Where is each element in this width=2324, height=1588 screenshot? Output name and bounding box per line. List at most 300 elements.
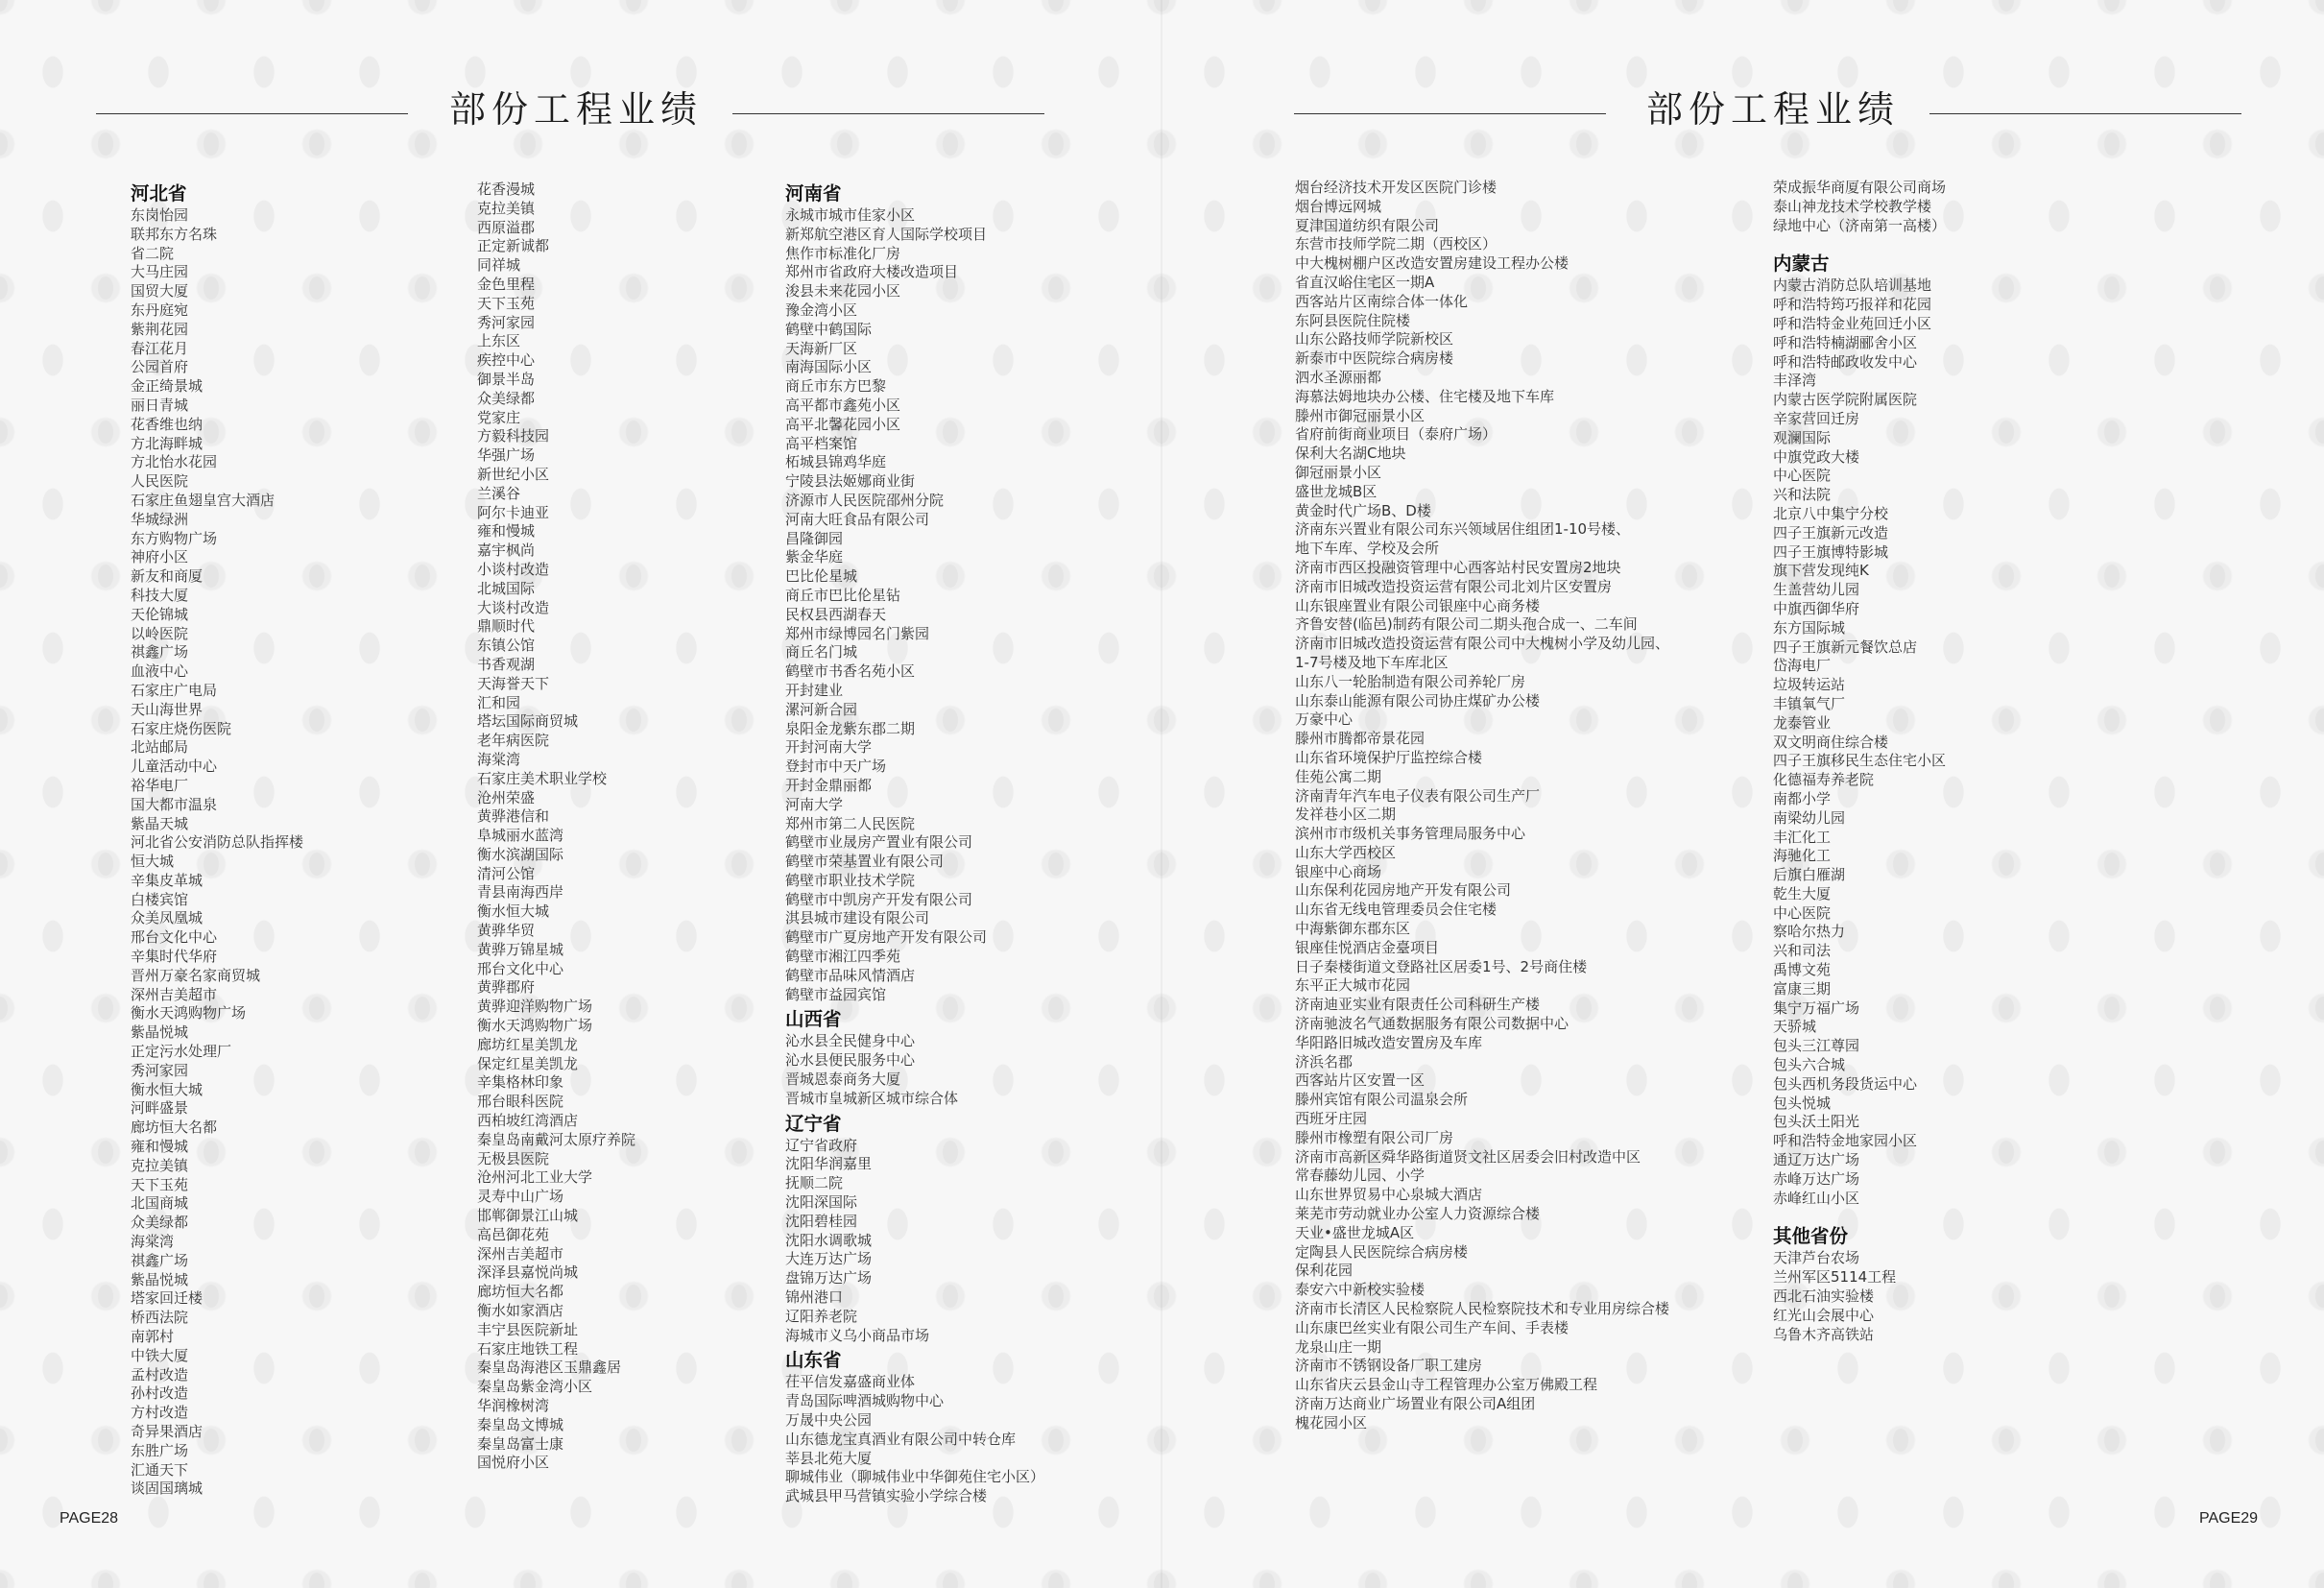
spacer (1773, 1208, 1946, 1221)
project-column-2 (477, 180, 635, 1473)
project-item: 禹博文苑 (1773, 961, 1832, 979)
project-item: 山东八一轮胎制造有限公司养轮厂房 (1295, 672, 1526, 690)
right-page (1162, 0, 2324, 1588)
project-item: 济南市不锈钢设备厂职工建房 (1295, 1357, 1483, 1375)
project-item: 济南市旧城改造投资运营有限公司中大槐树小学及幼儿园、 (1295, 635, 1670, 653)
project-item: 鹤壁市书香名苑小区 (785, 662, 916, 681)
project-item: 沧州河北工业大学 (477, 1168, 593, 1187)
project-item: 茌平信发嘉盛商业体 (785, 1373, 916, 1391)
project-column-3 (785, 179, 1044, 1506)
project-item: 山东德龙宝真酒业有限公司中转仓库 (785, 1430, 1017, 1448)
project-item: 鹤壁中鹤国际 (785, 320, 873, 338)
project-item: 齐鲁安替(临邑)制药有限公司二期头孢合成一、二车间 (1295, 615, 1638, 634)
project-item: 龙泉山庄一期 (1295, 1337, 1382, 1356)
project-item: 以岭医院 (131, 624, 189, 642)
project-item: 深州吉美超市 (477, 1244, 564, 1263)
project-item: 天海誉天下 (477, 674, 550, 692)
project-item: 衡水恒大城 (131, 1080, 204, 1098)
project-item: 深州吉美超市 (131, 985, 218, 1003)
project-item: 北城国际 (477, 579, 536, 597)
project-item: 济南市旧城改造投资运营有限公司北刘片区安置房 (1295, 577, 1613, 595)
project-column-1 (1295, 179, 1669, 1433)
project-item: 内蒙古消防总队培训基地 (1773, 277, 1932, 295)
project-item: 滕州市腾都帝景花园 (1295, 730, 1426, 748)
project-item: 鹤壁市荣基置业有限公司 (785, 853, 945, 871)
project-item: 浚县未来花园小区 (785, 282, 901, 301)
province-heading: 河北省 (131, 182, 187, 205)
project-item: 山东康巴丝实业有限公司生产车间、手表楼 (1295, 1318, 1569, 1336)
project-item: 丽日青城 (131, 396, 189, 414)
project-item: 济源市人民医院邵州分院 (785, 491, 945, 509)
project-item: 海棠湾 (131, 1233, 175, 1251)
project-item: 国大都市温泉 (131, 795, 218, 813)
project-item: 旗下营发现纯K (1773, 562, 1869, 580)
project-item: 沁水县便民服务中心 (785, 1051, 916, 1070)
project-item: 孟村改造 (131, 1365, 189, 1383)
project-column-2 (1773, 179, 1946, 1344)
project-item: 塔家回迁楼 (131, 1289, 204, 1308)
project-item: 四子王旗新元改造 (1773, 523, 1889, 541)
project-item: 山东大学西校区 (1295, 843, 1397, 861)
project-item: 山东省环境保护厅监控综合楼 (1295, 748, 1483, 766)
project-item: 焦作市标准化厂房 (785, 244, 901, 262)
project-item: 省二院 (131, 244, 175, 262)
project-item: 槐花园小区 (1295, 1413, 1368, 1432)
project-item: 淇县城市建设有限公司 (785, 909, 930, 927)
project-item: 天海新厂区 (785, 339, 858, 357)
project-item: 衡水如家酒店 (477, 1302, 564, 1320)
project-item: 济南市西区投融资管理中心西客站村民安置房2地块 (1295, 558, 1621, 576)
project-item: 四子王旗新元餐饮总店 (1773, 638, 1918, 656)
project-item: 聊城伟业（聊城伟业中华御苑住宅小区） (785, 1468, 1045, 1486)
project-item: 呼和浩特筠巧报祥和花园 (1773, 296, 1932, 314)
project-item: 保利大名湖C地块 (1295, 445, 1406, 463)
project-item: 济南青年汽车电子仪表有限公司生产厂 (1295, 786, 1541, 805)
project-item: 华阳路旧城改造安置房及车库 (1295, 1033, 1483, 1051)
project-item: 济南市长清区人民检察院人民检察院技术和专业用房综合楼 (1295, 1300, 1670, 1318)
project-item: 抚顺二院 (785, 1174, 844, 1192)
project-item: 秀河家园 (477, 313, 536, 331)
project-item: 上东区 (477, 332, 521, 350)
project-item: 神府小区 (131, 548, 189, 566)
project-item: 深泽县嘉悦尚城 (477, 1263, 579, 1282)
project-item: 地下车库、学校及会所 (1295, 540, 1440, 558)
project-item: 国贸大厦 (131, 282, 189, 301)
project-item: 黄骅迎洋购物广场 (477, 998, 593, 1016)
project-item: 石家庄烧伤医院 (131, 719, 232, 737)
project-item: 奇异果酒店 (131, 1423, 204, 1440)
project-item: 鹤壁市广夏房地产开发有限公司 (785, 928, 988, 947)
project-item: 红光山会展中心 (1773, 1306, 1875, 1324)
project-item: 秦皇岛南戴河太原疗养院 (477, 1130, 636, 1148)
project-item: 滕州市橡塑有限公司厂房 (1295, 1128, 1454, 1146)
province-heading: 内蒙古 (1773, 253, 1830, 276)
project-item: 儿童活动中心 (131, 758, 218, 776)
project-item: 中铁大厦 (131, 1346, 189, 1364)
project-item: 人民医院 (131, 472, 189, 491)
project-item: 山东银座置业有限公司银座中心商务楼 (1295, 596, 1541, 614)
project-item: 鹤壁市湘江四季苑 (785, 948, 901, 966)
project-item: 后旗白雁湖 (1773, 866, 1846, 884)
project-item: 天伦锦城 (131, 605, 189, 623)
project-item: 裕华电厂 (131, 776, 189, 794)
project-item: 兰州军区5114工程 (1773, 1268, 1897, 1287)
project-item: 石家庄美术职业学校 (477, 769, 608, 787)
spacer (1773, 235, 1946, 249)
project-item: 衡水天鸿购物广场 (477, 1017, 593, 1035)
project-item: 赤峰万达广场 (1773, 1169, 1860, 1188)
project-item: 大谈村改造 (477, 598, 550, 616)
project-item: 集宁万福广场 (1773, 999, 1860, 1017)
project-item: 新世纪小区 (477, 465, 550, 483)
project-item: 南都小学 (1773, 789, 1832, 807)
project-item: 黄金时代广场B、D楼 (1295, 501, 1431, 519)
project-item: 黄骅华贸 (477, 922, 536, 940)
project-item: 西客站片区南综合体一体化 (1295, 292, 1469, 310)
project-item: 汇通天下 (131, 1460, 189, 1479)
project-item: 大马庄园 (131, 263, 189, 281)
project-item: 盛世龙城B区 (1295, 482, 1378, 500)
project-item: 日子秦楼街道文登路社区居委1号、2号商住楼 (1295, 957, 1588, 975)
project-item: 党家庄 (477, 408, 521, 426)
project-item: 包头沃土阳光 (1773, 1113, 1860, 1131)
project-item: 商丘市东方巴黎 (785, 377, 887, 396)
project-item: 济南东兴置业有限公司东兴领域居住组团1-10号楼、 (1295, 520, 1631, 539)
project-item: 鹤壁市益园宾馆 (785, 985, 887, 1003)
project-item: 东岗怡园 (131, 206, 189, 224)
province-heading: 其他省份 (1773, 1225, 1849, 1248)
project-item: 包头六合城 (1773, 1056, 1846, 1074)
project-item: 济南万达商业广场置业有限公司A组团 (1295, 1395, 1536, 1412)
project-item: 开封建业 (785, 681, 844, 699)
project-item: 鹤壁市职业技术学院 (785, 871, 916, 889)
project-item: 发祥巷小区二期 (1295, 806, 1397, 824)
project-item: 乾生大厦 (1773, 884, 1832, 902)
project-item: 商丘市巴比伦星钻 (785, 586, 901, 604)
project-item: 科技大厦 (131, 586, 189, 604)
project-item: 衡水天鸿购物广场 (131, 1004, 247, 1023)
project-item: 众美绿都 (477, 389, 536, 407)
project-item: 双文明商住综合楼 (1773, 733, 1889, 751)
project-item: 沧州荣盛 (477, 788, 536, 806)
project-item: 鹤壁市业晟房产置业有限公司 (785, 833, 973, 852)
project-item: 河南大旺食品有限公司 (785, 510, 930, 528)
project-item: 廊坊红星美凯龙 (477, 1035, 579, 1053)
project-item: 新友和商厦 (131, 567, 204, 586)
project-item: 东阿县医院住院楼 (1295, 311, 1411, 329)
project-item: 海驰化工 (1773, 847, 1832, 865)
project-item: 辛集格林印象 (477, 1073, 564, 1092)
project-item: 包头西机务段货运中心 (1773, 1074, 1918, 1093)
project-item: 山东泰山能源有限公司协庄煤矿办公楼 (1295, 691, 1541, 710)
project-item: 秦皇岛紫金湾小区 (477, 1378, 593, 1396)
project-item: 武城县甲马营镇实验小学综合楼 (785, 1487, 988, 1505)
project-item: 方毅科技园 (477, 427, 550, 445)
project-item: 东胜广场 (131, 1441, 189, 1459)
project-item: 孙村改造 (131, 1384, 189, 1403)
project-item: 公园首府 (131, 358, 189, 376)
project-item: 兴和司法 (1773, 942, 1832, 960)
page-number: PAGE29 (2199, 1510, 2259, 1527)
project-item: 黄骅万锦星城 (477, 940, 564, 958)
project-item: 佳苑公寓二期 (1295, 767, 1382, 785)
project-item: 东平正大城市花园 (1295, 976, 1411, 995)
project-item: 邢台文化中心 (131, 928, 218, 947)
project-item: 开封河南大学 (785, 738, 873, 757)
project-item: 花香维也纳 (131, 415, 204, 433)
project-item: 紫晶悦城 (131, 1023, 189, 1042)
project-item: 东丹庭宛 (131, 301, 189, 319)
project-item: 山东省无线电管理委员会住宅楼 (1295, 901, 1497, 919)
project-item: 盘锦万达广场 (785, 1269, 873, 1287)
project-item: 荣成振华商厦有限公司商场 (1773, 179, 1947, 196)
project-item: 国悦府小区 (477, 1454, 550, 1472)
project-item: 海慕法姆地块办公楼、住宅楼及地下车库 (1295, 387, 1555, 405)
project-item: 漯河新合园 (785, 700, 858, 718)
project-item: 山东省庆云县金山寺工程管理办公室万佛殿工程 (1295, 1376, 1598, 1394)
project-item: 兴和法院 (1773, 486, 1832, 504)
project-item: 石家庄广电局 (131, 681, 218, 699)
project-item: 济南迪亚实业有限责任公司科研生产楼 (1295, 996, 1541, 1014)
project-item: 丰泽湾 (1773, 372, 1817, 390)
project-item: 秦皇岛富士康 (477, 1434, 564, 1453)
project-item: 紫晶悦城 (131, 1270, 189, 1288)
project-item: 岱海电厂 (1773, 657, 1832, 675)
project-item: 夏津国道纺织有限公司 (1295, 216, 1440, 234)
project-item: 保利花园 (1295, 1262, 1354, 1280)
project-item: 西柏坡红湾酒店 (477, 1112, 579, 1130)
project-item: 豫金湾小区 (785, 301, 858, 319)
project-item: 阜城丽水蓝湾 (477, 827, 564, 845)
project-item: 南海国际小区 (785, 358, 873, 376)
project-item: 西原溢郡 (477, 218, 536, 236)
project-item: 东方国际城 (1773, 618, 1846, 637)
project-item: 海城市义乌小商品市场 (785, 1326, 930, 1344)
project-item: 廊坊恒大名都 (131, 1119, 218, 1137)
project-item: 清河公馆 (477, 864, 536, 882)
project-item: 河北省公安消防总队指挥楼 (131, 833, 304, 852)
project-item: 泗水圣源丽都 (1295, 368, 1382, 386)
project-item: 晋城市皇城新区城市综合体 (785, 1089, 959, 1107)
project-item: 永城市城市佳家小区 (785, 206, 916, 224)
project-item: 正定污水处理厂 (131, 1043, 232, 1061)
project-item: 万豪中心 (1295, 710, 1354, 729)
province-heading: 河南省 (785, 182, 842, 205)
project-item: 沈阳碧桂园 (785, 1212, 858, 1230)
project-item: 中心医院 (1773, 903, 1832, 922)
project-item: 克拉美镇 (131, 1156, 189, 1174)
project-item: 莘县北苑大厦 (785, 1449, 873, 1467)
province-heading: 辽宁省 (785, 1112, 842, 1135)
project-item: 泰山神龙技术学校教学楼 (1773, 197, 1932, 215)
project-item: 桥西法院 (131, 1309, 189, 1327)
page-number: PAGE28 (60, 1510, 119, 1527)
project-item: 丰镇氧气厂 (1773, 694, 1846, 712)
project-item: 滕州市御冠丽景小区 (1295, 406, 1426, 424)
project-item: 华强广场 (477, 446, 536, 465)
project-item: 联邦东方名珠 (131, 225, 218, 243)
project-item: 银座中心商场 (1295, 862, 1382, 880)
project-item: 商丘名门城 (785, 643, 858, 662)
project-item: 衡水滨湖国际 (477, 845, 564, 863)
project-item: 沈阳华润嘉里 (785, 1155, 873, 1173)
project-item: 同祥城 (477, 256, 521, 275)
project-item: 邢台文化中心 (477, 959, 564, 977)
project-item: 银座佳悦酒店金臺项目 (1295, 938, 1440, 956)
page-title: 部份工程业绩 (449, 88, 704, 131)
page-title: 部份工程业绩 (1646, 88, 1901, 131)
project-item: 金色里程 (477, 275, 536, 293)
project-item: 常春藤幼儿园、小学 (1295, 1167, 1426, 1185)
project-item: 白楼宾馆 (131, 890, 189, 908)
project-item: 克拉美镇 (477, 199, 536, 217)
project-item: 书香观湖 (477, 655, 536, 673)
province-heading: 山西省 (785, 1008, 842, 1031)
title-rule-right (732, 113, 1044, 114)
project-item: 万晟中央公园 (785, 1411, 873, 1430)
project-item: 新郑航空港区育人国际学校项目 (785, 225, 988, 243)
project-item: 滨州市市级机关事务管理局服务中心 (1295, 825, 1526, 843)
project-item: 青岛国际啤酒城购物中心 (785, 1392, 945, 1410)
project-item: 北站邮局 (131, 738, 189, 757)
project-item: 东镇公馆 (477, 637, 536, 655)
project-item: 天业•盛世龙城A区 (1295, 1223, 1415, 1241)
project-item: 丰宁县医院新址 (477, 1320, 579, 1338)
project-item: 巴比伦星城 (785, 567, 858, 586)
project-item: 辛家营回迁房 (1773, 409, 1860, 427)
project-item: 天津芦台农场 (1773, 1249, 1860, 1267)
project-item: 廊坊恒大名都 (477, 1283, 564, 1301)
project-item: 呼和浩特金业苑回迁小区 (1773, 314, 1932, 332)
project-item: 海棠湾 (477, 750, 521, 768)
project-item: 御景半岛 (477, 370, 536, 388)
title-rule-left (1294, 113, 1606, 114)
project-item: 省府前街商业项目（泰府广场） (1295, 425, 1497, 444)
project-item: 紫荆花园 (131, 320, 189, 338)
project-item: 莱芜市劳动就业办公室人力资源综合楼 (1295, 1205, 1541, 1223)
project-item: 生盖营幼儿园 (1773, 581, 1860, 599)
project-item: 方北怡水花园 (131, 453, 218, 471)
project-item: 滕州宾馆有限公司温泉会所 (1295, 1091, 1469, 1109)
project-item: 辽宁省政府 (785, 1136, 858, 1154)
project-item: 衡水恒大城 (477, 902, 550, 921)
project-item: 塔坛国际商贸城 (477, 712, 579, 731)
project-item: 通辽万达广场 (1773, 1151, 1860, 1169)
project-item: 包头三江尊园 (1773, 1037, 1860, 1055)
project-item: 烟台博远网城 (1295, 197, 1382, 215)
project-item: 鹤壁市中凯房产开发有限公司 (785, 890, 973, 908)
project-item: 高平都市鑫苑小区 (785, 396, 901, 414)
project-item: 辛集时代华府 (131, 948, 218, 966)
project-item: 包头悦城 (1773, 1094, 1832, 1112)
project-item: 东方购物广场 (131, 529, 218, 547)
project-item: 郑州市第二人民医院 (785, 814, 916, 832)
project-item: 西北石油实验楼 (1773, 1287, 1875, 1306)
project-item: 定陶县人民医院综合病房楼 (1295, 1242, 1469, 1261)
project-item: 秦皇岛文博城 (477, 1415, 564, 1433)
project-item: 华城绿洲 (131, 510, 189, 528)
project-item: 开封金鼎丽都 (785, 776, 873, 794)
project-item: 四子王旗移民生态住宅小区 (1773, 752, 1947, 770)
project-item: 河畔盛景 (131, 1099, 189, 1118)
project-item: 中旗党政大楼 (1773, 447, 1860, 466)
project-item: 中大槐树棚户区改造安置房建设工程办公楼 (1295, 254, 1569, 273)
project-item: 谈固国璃城 (131, 1480, 204, 1498)
project-item: 烟台经济技术开发区医院门诊楼 (1295, 179, 1497, 196)
project-item: 郑州市省政府大楼改造项目 (785, 263, 959, 281)
project-item: 正定新诚都 (477, 237, 550, 255)
project-item: 高邑御花苑 (477, 1225, 550, 1243)
project-item: 沈阳水调歌城 (785, 1231, 873, 1249)
project-item: 紫晶天城 (131, 814, 189, 832)
project-item: 内蒙古医学院附属医院 (1773, 391, 1918, 409)
project-item: 丰汇化工 (1773, 828, 1832, 846)
project-item: 龙泰管业 (1773, 713, 1832, 732)
project-item: 邢台眼科医院 (477, 1093, 564, 1111)
project-item: 兰溪谷 (477, 484, 521, 502)
project-item: 察哈尔热力 (1773, 923, 1846, 941)
project-item: 方北海畔城 (131, 434, 204, 452)
project-item: 高平北馨花园小区 (785, 415, 901, 433)
project-item: 祺鑫广场 (131, 643, 189, 662)
project-item: 郑州市绿博园名门紫园 (785, 624, 930, 642)
project-item: 晋州万豪名家商贸城 (131, 966, 261, 984)
project-item: 西班牙庄园 (1295, 1110, 1368, 1128)
project-item: 山东公路技师学院新校区 (1295, 330, 1454, 349)
project-item: 御冠丽景小区 (1295, 463, 1382, 481)
project-item: 泉阳金龙紫东郡二期 (785, 719, 916, 737)
project-item: 济南驰波名气通数据服务有限公司数据中心 (1295, 1015, 1569, 1033)
project-item: 雍和慢城 (477, 522, 536, 541)
project-item: 方村改造 (131, 1404, 189, 1422)
project-item: 小谈村改造 (477, 560, 550, 578)
project-item: 天山海世界 (131, 700, 204, 718)
project-item: 中旗西御华府 (1773, 599, 1860, 617)
project-item: 天骄城 (1773, 1018, 1817, 1036)
project-item: 四子王旗博特影城 (1773, 542, 1889, 561)
project-item: 灵寿中山广场 (477, 1188, 564, 1206)
project-item: 登封市中天广场 (785, 758, 887, 776)
project-item: 花香漫城 (477, 180, 536, 198)
project-item: 辽阳养老院 (785, 1307, 858, 1325)
project-item: 观澜国际 (1773, 428, 1832, 446)
project-item: 沈阳深国际 (785, 1193, 858, 1212)
project-item: 汇和园 (477, 693, 521, 711)
project-item: 祺鑫广场 (131, 1251, 189, 1269)
project-item: 中海紫御东郡东区 (1295, 920, 1411, 938)
project-item: 北国商城 (131, 1194, 189, 1213)
project-item: 呼和浩特楠湖郦舍小区 (1773, 333, 1918, 351)
project-item: 保定红星美凯龙 (477, 1054, 579, 1072)
project-item: 辛集皮革城 (131, 871, 204, 889)
project-item: 沁水县全民健身中心 (785, 1032, 916, 1050)
project-item: 昌隆御园 (785, 529, 844, 547)
project-item: 鹤壁市品味风情酒店 (785, 966, 916, 984)
project-item: 雍和慢城 (131, 1138, 189, 1156)
project-item: 天下玉苑 (477, 294, 536, 312)
project-item: 天下玉苑 (131, 1175, 189, 1193)
project-item: 乌鲁木齐高铁站 (1773, 1325, 1875, 1343)
project-item: 山东世界贸易中心泉城大酒店 (1295, 1186, 1483, 1204)
title-rule-right (1929, 113, 2241, 114)
project-item: 柘城县锦鸡华庭 (785, 453, 887, 471)
project-item: 石家庄鱼翅皇宫大酒店 (131, 491, 276, 509)
project-item: 呼和浩特邮政收发中心 (1773, 352, 1918, 371)
project-item: 华润橡树湾 (477, 1397, 550, 1414)
project-item: 新泰市中医院综合病房楼 (1295, 349, 1454, 368)
project-item: 紫金华庭 (785, 548, 844, 566)
project-item: 青县南海西岸 (477, 883, 564, 902)
